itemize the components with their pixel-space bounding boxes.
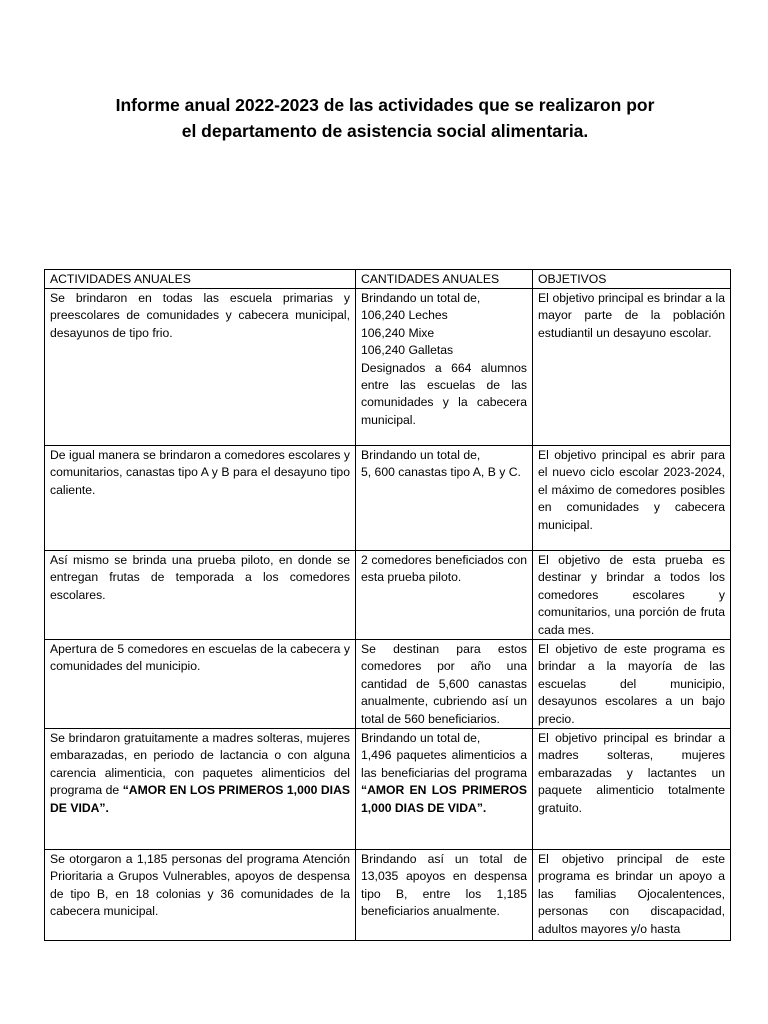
cantidad-cell — [356, 729, 533, 850]
objetivo-cell: El objetivo principal de este programa es brindar un apoyo a las familias Ojocalentences, personas con discapacidad, adultos mayores y/o hasta — [533, 850, 731, 941]
actividad-text: Se brindaron gratuitamente a madres solteras, mujeres embarazadas, en periodo de lactancia o con alguna carencia alimenticia, con paquetes alimenticios del programa de — [50, 731, 350, 798]
cantidad-cell — [356, 446, 533, 551]
cantidad-detail: Designados a 664 alumnos entre las escuelas de las comunidades y la cabecera municipal. — [361, 360, 527, 427]
actividad-cell — [45, 729, 356, 850]
actividad-cell: Apertura de 5 comedores en escuelas de la cabecera y comunidades del municipio. — [45, 640, 356, 729]
cantidad-line: Brindando un total de, — [361, 291, 481, 305]
title-line-1: Informe anual 2022-2023 de las actividades que se realizaron por — [115, 95, 655, 115]
document-title — [60, 92, 710, 144]
cantidad-cell — [356, 289, 533, 446]
header-actividades: ACTIVIDADES ANUALES — [45, 270, 356, 289]
table-row — [45, 850, 731, 941]
actividad-cell: De igual manera se brindaron a comedores escolares y comunitarios, canastas tipo A y B para el desayuno tipo caliente. — [45, 446, 356, 551]
cantidad-line: 106,240 Mixe — [361, 325, 435, 340]
actividad-cell: Así mismo se brinda una prueba piloto, en donde se entregan frutas de temporada a los comedores escolares. — [45, 551, 356, 640]
header-cantidades: CANTIDADES ANUALES — [356, 270, 533, 289]
objetivo-cell: El objetivo de esta prueba es destinar y brindar a todos los comedores escolares y comunitarios, una porción de fruta cada mes. — [533, 551, 731, 640]
header-objetivos: OBJETIVOS — [533, 270, 731, 289]
objetivo-cell: El objetivo principal es abrir para el nuevo ciclo escolar 2023-2024, el máximo de comedores posibles en comunidades y cabecera municipal. — [533, 446, 731, 551]
cantidad-cell: Se destinan para estos comedores por año una cantidad de 5,600 canastas anualmente, cubriendo así un total de 560 beneficiarios. — [356, 640, 533, 729]
actividad-cell: Se brindaron en todas las escuela primarias y preescolares de comunidades y cabecera municipal, desayunos de tipo frio. — [45, 289, 356, 446]
cantidad-line: 106,240 Leches — [361, 308, 448, 323]
title-line-2: el departamento de asistencia social alimentaria. — [181, 121, 589, 141]
activities-table — [44, 269, 731, 941]
program-name: “AMOR EN LOS PRIMEROS 1,000 DIAS DE VIDA”. — [361, 783, 527, 815]
cantidad-line: 5, 600 canastas tipo A, B y C. — [361, 465, 521, 480]
objetivo-cell: El objetivo principal es brindar a la mayor parte de la población estudiantil un desayuno escolar. — [533, 289, 731, 446]
objetivo-cell: El objetivo de este programa es brindar a la mayoría de las escuelas del municipio, desayunos escolares a un bajo precio. — [533, 640, 731, 729]
table-row — [45, 551, 731, 640]
table-header-row — [45, 270, 731, 289]
cantidad-line: 106,240 Galletas — [361, 343, 454, 358]
cantidad-cell: Brindando así un total de 13,035 apoyos en despensa tipo B, entre los 1,185 beneficiarios anualmente. — [356, 850, 533, 941]
cantidad-detail: 1,496 paquetes alimenticios a las beneficiarias del programa — [361, 748, 527, 780]
table-row — [45, 446, 731, 551]
program-name: “AMOR EN LOS PRIMEROS 1,000 DIAS DE VIDA”. — [50, 783, 351, 815]
cantidad-line: Brindando un total de, — [361, 731, 481, 746]
cantidad-cell: 2 comedores beneficiados con esta prueba piloto. — [356, 551, 533, 640]
table-row — [45, 289, 731, 446]
table-row — [45, 640, 731, 729]
table-row — [45, 729, 731, 850]
actividad-cell: Se otorgaron a 1,185 personas del programa Atención Prioritaria a Grupos Vulnerables, apoyos de despensa de tipo B, en 18 colonias y 36 comunidades de la cabecera municipal. — [45, 850, 356, 941]
objetivo-cell: El objetivo principal es brindar a madres solteras, mujeres embarazadas y lactantes un paquete alimenticio totalmente gratuito. — [533, 729, 731, 850]
cantidad-line: Brindando un total de, — [361, 448, 481, 462]
